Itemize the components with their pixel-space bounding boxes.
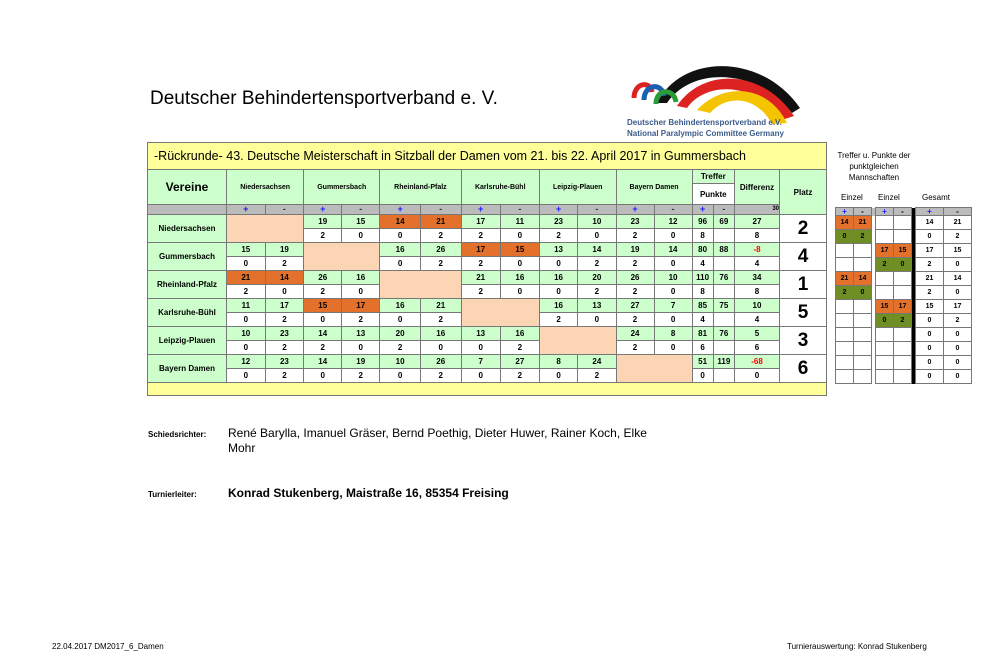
goals-for: 26 bbox=[616, 271, 654, 285]
platz: 3 bbox=[780, 327, 827, 355]
col-differenz: Differenz bbox=[735, 170, 780, 205]
points-for: 2 bbox=[304, 285, 342, 299]
tiebreak-total-for: 15 bbox=[916, 300, 944, 314]
points-against: 0 bbox=[654, 341, 692, 355]
punkte-blank bbox=[713, 285, 734, 299]
goals-against: 21 bbox=[420, 215, 461, 229]
minus-sign: - bbox=[265, 205, 304, 215]
points-for: 2 bbox=[304, 341, 342, 355]
tiebreak-e1-against: 21 bbox=[854, 216, 872, 230]
points-against: 0 bbox=[342, 285, 380, 299]
points-for: 0 bbox=[380, 313, 421, 327]
points-for: 0 bbox=[539, 369, 577, 383]
goals-for: 23 bbox=[539, 215, 577, 229]
goals-against: 13 bbox=[578, 299, 616, 313]
platz: 4 bbox=[780, 243, 827, 271]
differenz: -8 bbox=[735, 243, 780, 257]
points-for: 0 bbox=[380, 369, 421, 383]
tiebreak-e2-against bbox=[894, 286, 912, 300]
points-for: 2 bbox=[616, 229, 654, 243]
diagonal-cell bbox=[461, 299, 539, 327]
goals-for: 12 bbox=[227, 355, 266, 369]
minus-sign: - bbox=[654, 205, 692, 215]
tiebreak-total-against: 0 bbox=[944, 328, 972, 342]
goals-against: 17 bbox=[342, 299, 380, 313]
differenz: 5 bbox=[735, 327, 780, 341]
differenz-points: 6 bbox=[735, 341, 780, 355]
differenz: 34 bbox=[735, 271, 780, 285]
goals-for: 24 bbox=[616, 327, 654, 341]
tiebreak-e2-for: 17 bbox=[876, 244, 894, 258]
punkte-blank bbox=[713, 369, 734, 383]
points-for: 0 bbox=[227, 341, 266, 355]
points-against: 2 bbox=[578, 285, 616, 299]
goals-for: 13 bbox=[539, 243, 577, 257]
goals-for: 14 bbox=[304, 355, 342, 369]
points-against: 0 bbox=[342, 341, 380, 355]
col-team-3: Karlsruhe-Bühl bbox=[461, 170, 539, 205]
differenz-points: 8 bbox=[735, 285, 780, 299]
tiebreak-e1-against: 0 bbox=[854, 286, 872, 300]
points-against: 0 bbox=[654, 313, 692, 327]
goals-for: 11 bbox=[227, 299, 266, 313]
tiebreak-table bbox=[835, 207, 972, 384]
table-title: -Rückrunde- 43. Deutsche Meisterschaft in Sitzball der Damen vom 21. bis 22. April 2017 in Gummersbach bbox=[148, 143, 827, 170]
treffer-for: 96 bbox=[692, 215, 713, 229]
treffer-against: 76 bbox=[713, 327, 734, 341]
goals-against: 14 bbox=[265, 271, 304, 285]
tiebreak-total-against: 14 bbox=[944, 272, 972, 286]
points-against: 2 bbox=[578, 257, 616, 271]
side-einzel-2-label: Einzel bbox=[878, 193, 900, 202]
tiebreak-e2-for bbox=[876, 230, 894, 244]
goals-for: 19 bbox=[616, 243, 654, 257]
tiebreak-total-for: 0 bbox=[916, 342, 944, 356]
tiebreak-e2-for: 15 bbox=[876, 300, 894, 314]
goals-against: 23 bbox=[265, 355, 304, 369]
goals-for: 14 bbox=[380, 215, 421, 229]
col-platz: Platz bbox=[780, 170, 827, 215]
points-against: 0 bbox=[654, 285, 692, 299]
tiebreak-e2-for: 0 bbox=[876, 314, 894, 328]
schiedsrichter-names: René Barylla, Imanuel Gräser, Bernd Poethig, Dieter Huwer, Rainer Koch, Elke Mohr bbox=[228, 426, 647, 455]
treffer-for: 81 bbox=[692, 327, 713, 341]
minus-sign: - bbox=[894, 208, 912, 216]
goals-for: 26 bbox=[304, 271, 342, 285]
points-for: 2 bbox=[616, 285, 654, 299]
tiebreak-e1-against: 2 bbox=[854, 230, 872, 244]
goals-against: 15 bbox=[500, 243, 539, 257]
tiebreak-e1-for: 0 bbox=[836, 230, 854, 244]
tiebreak-total-against: 0 bbox=[944, 286, 972, 300]
goals-for: 17 bbox=[461, 243, 500, 257]
points-against: 0 bbox=[654, 257, 692, 271]
tiebreak-total-against: 0 bbox=[944, 356, 972, 370]
goals-against: 23 bbox=[265, 327, 304, 341]
points-for: 2 bbox=[227, 285, 266, 299]
goals-for: 15 bbox=[227, 243, 266, 257]
points-for: 2 bbox=[539, 229, 577, 243]
points-for: 2 bbox=[461, 229, 500, 243]
goals-against: 16 bbox=[500, 271, 539, 285]
punkte-total: 6 bbox=[692, 341, 713, 355]
points-for: 2 bbox=[616, 257, 654, 271]
goals-for: 16 bbox=[380, 243, 421, 257]
plus-sign: + bbox=[692, 205, 713, 215]
tiebreak-e2-for bbox=[876, 272, 894, 286]
tiebreak-total-for: 0 bbox=[916, 230, 944, 244]
tiebreak-total-for: 0 bbox=[916, 370, 944, 384]
goals-against: 8 bbox=[654, 327, 692, 341]
points-against: 0 bbox=[578, 313, 616, 327]
goals-against: 27 bbox=[500, 355, 539, 369]
tiebreak-e1-against bbox=[854, 328, 872, 342]
points-against: 2 bbox=[420, 257, 461, 271]
tiebreak-e1-for bbox=[836, 342, 854, 356]
differenz: -68 bbox=[735, 355, 780, 369]
goals-for: 21 bbox=[461, 271, 500, 285]
tiebreak-total-for: 21 bbox=[916, 272, 944, 286]
minus-sign: - bbox=[713, 205, 734, 215]
points-for: 2 bbox=[616, 341, 654, 355]
goals-against: 13 bbox=[342, 327, 380, 341]
points-for: 0 bbox=[461, 341, 500, 355]
tiebreak-e1-against bbox=[854, 342, 872, 356]
differenz-points: 4 bbox=[735, 257, 780, 271]
punkte-blank bbox=[713, 229, 734, 243]
tiebreak-e1-for bbox=[836, 370, 854, 384]
punkte-total: 4 bbox=[692, 313, 713, 327]
tiebreak-total-against: 2 bbox=[944, 314, 972, 328]
plus-sign: + bbox=[876, 208, 894, 216]
tiebreak-e1-against: 14 bbox=[854, 272, 872, 286]
points-against: 2 bbox=[500, 369, 539, 383]
goals-against: 20 bbox=[578, 271, 616, 285]
pm-blank bbox=[148, 205, 227, 215]
treffer-against: 69 bbox=[713, 215, 734, 229]
tiebreak-e2-for bbox=[876, 342, 894, 356]
tiebreak-e1-for bbox=[836, 258, 854, 272]
platz: 2 bbox=[780, 215, 827, 243]
diagonal-cell bbox=[227, 215, 304, 243]
tiebreak-total-against: 21 bbox=[944, 216, 972, 230]
team-name: Rheinland-Pfalz bbox=[148, 271, 227, 299]
col-team-0: Niedersachsen bbox=[227, 170, 304, 205]
differenz: 27 bbox=[735, 215, 780, 229]
points-for: 0 bbox=[227, 369, 266, 383]
goals-against: 16 bbox=[420, 327, 461, 341]
differenz-points: 4 bbox=[735, 313, 780, 327]
tiebreak-e1-against bbox=[854, 314, 872, 328]
tiebreak-e2-against: 17 bbox=[894, 300, 912, 314]
punkte-blank bbox=[713, 313, 734, 327]
team-name: Niedersachsen bbox=[148, 215, 227, 243]
col-vereine: Vereine bbox=[148, 170, 227, 205]
goals-for: 10 bbox=[380, 355, 421, 369]
differenz: 10 bbox=[735, 299, 780, 313]
tiebreak-e1-against bbox=[854, 258, 872, 272]
punkte-total: 4 bbox=[692, 257, 713, 271]
points-against: 0 bbox=[500, 285, 539, 299]
goals-for: 23 bbox=[616, 215, 654, 229]
team-name: Karlsruhe-Bühl bbox=[148, 299, 227, 327]
org-title: Deutscher Behindertensportverband e. V. bbox=[150, 88, 498, 109]
platz: 1 bbox=[780, 271, 827, 299]
points-against: 2 bbox=[265, 257, 304, 271]
treffer-against: 88 bbox=[713, 243, 734, 257]
tiebreak-e1-for: 21 bbox=[836, 272, 854, 286]
logo-text-line1: Deutscher Behindertensportverband e.V. bbox=[627, 118, 782, 127]
points-against: 0 bbox=[500, 229, 539, 243]
goals-for: 8 bbox=[539, 355, 577, 369]
points-for: 0 bbox=[539, 257, 577, 271]
goals-against: 21 bbox=[420, 299, 461, 313]
tiebreak-e1-for bbox=[836, 314, 854, 328]
goals-against: 10 bbox=[578, 215, 616, 229]
turnierleiter-label: Turnierleiter: bbox=[148, 490, 197, 499]
goals-against: 24 bbox=[578, 355, 616, 369]
points-for: 0 bbox=[227, 257, 266, 271]
goals-for: 20 bbox=[380, 327, 421, 341]
footer-right: Turnierauswertung: Konrad Stukenberg bbox=[787, 642, 927, 651]
goals-for: 19 bbox=[304, 215, 342, 229]
tiebreak-e2-for bbox=[876, 328, 894, 342]
plus-sign: + bbox=[227, 205, 266, 215]
tiebreak-e1-for bbox=[836, 328, 854, 342]
col-team-5: Bayern Damen bbox=[616, 170, 692, 205]
points-for: 2 bbox=[380, 341, 421, 355]
tiebreak-e2-for bbox=[876, 216, 894, 230]
points-against: 2 bbox=[420, 369, 461, 383]
goals-against: 26 bbox=[420, 355, 461, 369]
points-against: 2 bbox=[265, 313, 304, 327]
team-name: Bayern Damen bbox=[148, 355, 227, 383]
plus-sign: + bbox=[916, 208, 944, 216]
minus-sign: - bbox=[420, 205, 461, 215]
col-team-2: Rheinland-Pfalz bbox=[380, 170, 461, 205]
treffer-against: 119 bbox=[713, 355, 734, 369]
points-against: 2 bbox=[342, 369, 380, 383]
tiebreak-e1-against bbox=[854, 244, 872, 258]
treffer-for: 80 bbox=[692, 243, 713, 257]
minus-sign: - bbox=[342, 205, 380, 215]
points-against: 0 bbox=[654, 229, 692, 243]
tiebreak-e2-against: 0 bbox=[894, 258, 912, 272]
goals-against: 19 bbox=[265, 243, 304, 257]
goals-for: 15 bbox=[304, 299, 342, 313]
side-table-title: Treffer u. Punkte der punktgleichen Mannschaften bbox=[837, 151, 911, 182]
goals-for: 16 bbox=[539, 299, 577, 313]
col-punkte: Punkte bbox=[692, 184, 734, 205]
tiebreak-e2-against bbox=[894, 230, 912, 244]
diagonal-cell bbox=[539, 327, 616, 355]
team-name: Leipzig-Plauen bbox=[148, 327, 227, 355]
tiebreak-e1-for bbox=[836, 356, 854, 370]
plus-sign: + bbox=[304, 205, 342, 215]
logo-text-line2: National Paralympic Committee Germany bbox=[627, 129, 784, 138]
goals-for: 10 bbox=[227, 327, 266, 341]
plus-sign: + bbox=[461, 205, 500, 215]
tiebreak-e2-against: 15 bbox=[894, 244, 912, 258]
side-einzel-1-label: Einzel bbox=[841, 193, 863, 202]
tiebreak-e2-against bbox=[894, 356, 912, 370]
goals-against: 16 bbox=[342, 271, 380, 285]
differenz-points: 8 bbox=[735, 229, 780, 243]
points-for: 2 bbox=[539, 313, 577, 327]
tiebreak-total-for: 0 bbox=[916, 356, 944, 370]
punkte-blank bbox=[713, 257, 734, 271]
treffer-for: 85 bbox=[692, 299, 713, 313]
goals-against: 11 bbox=[500, 215, 539, 229]
team-name: Gummersbach bbox=[148, 243, 227, 271]
tiebreak-e1-for bbox=[836, 244, 854, 258]
diagonal-cell bbox=[616, 355, 692, 383]
tiebreak-e2-for bbox=[876, 286, 894, 300]
goals-against: 14 bbox=[654, 243, 692, 257]
goals-for: 13 bbox=[461, 327, 500, 341]
plus-sign: + bbox=[616, 205, 654, 215]
schiedsrichter-label: Schiedsrichter: bbox=[148, 430, 207, 439]
points-for: 2 bbox=[304, 229, 342, 243]
minus-sign: - bbox=[578, 205, 616, 215]
goals-for: 27 bbox=[616, 299, 654, 313]
treffer-for: 110 bbox=[692, 271, 713, 285]
tiebreak-e2-against bbox=[894, 272, 912, 286]
col-team-1: Gummersbach bbox=[304, 170, 380, 205]
points-for: 0 bbox=[539, 285, 577, 299]
tiebreak-total-against: 17 bbox=[944, 300, 972, 314]
points-against: 2 bbox=[265, 369, 304, 383]
diagonal-cell bbox=[380, 271, 461, 299]
col-team-4: Leipzig-Plauen bbox=[539, 170, 616, 205]
goals-against: 17 bbox=[265, 299, 304, 313]
footer-left: 22.04.2017 DM2017_6_Damen bbox=[52, 642, 164, 651]
tiebreak-total-against: 15 bbox=[944, 244, 972, 258]
points-for: 0 bbox=[461, 369, 500, 383]
goals-against: 7 bbox=[654, 299, 692, 313]
points-for: 0 bbox=[304, 369, 342, 383]
minus-sign: - bbox=[944, 208, 972, 216]
goals-for: 14 bbox=[304, 327, 342, 341]
tiebreak-e2-for: 2 bbox=[876, 258, 894, 272]
plus-sign: + bbox=[539, 205, 577, 215]
tiebreak-e2-against: 2 bbox=[894, 314, 912, 328]
tiebreak-e1-against bbox=[854, 370, 872, 384]
points-against: 0 bbox=[265, 285, 304, 299]
goals-against: 10 bbox=[654, 271, 692, 285]
tiebreak-total-against: 0 bbox=[944, 258, 972, 272]
results-table bbox=[147, 142, 827, 396]
table-footer-band bbox=[148, 383, 827, 396]
tiebreak-e2-for bbox=[876, 356, 894, 370]
tiebreak-total-for: 0 bbox=[916, 328, 944, 342]
goals-for: 7 bbox=[461, 355, 500, 369]
treffer-for: 51 bbox=[692, 355, 713, 369]
points-for: 2 bbox=[461, 285, 500, 299]
goals-for: 16 bbox=[380, 299, 421, 313]
points-for: 0 bbox=[380, 229, 421, 243]
tiebreak-total-for: 2 bbox=[916, 258, 944, 272]
platz: 6 bbox=[780, 355, 827, 383]
goals-against: 16 bbox=[500, 327, 539, 341]
diagonal-cell bbox=[304, 243, 380, 271]
diff-header-value: 30 bbox=[735, 205, 780, 215]
punkte-total: 8 bbox=[692, 285, 713, 299]
points-against: 2 bbox=[578, 369, 616, 383]
tiebreak-e2-for bbox=[876, 370, 894, 384]
side-gesamt-label: Gesamt bbox=[922, 193, 951, 202]
tiebreak-total-for: 14 bbox=[916, 216, 944, 230]
points-against: 0 bbox=[342, 229, 380, 243]
minus-sign: - bbox=[500, 205, 539, 215]
points-against: 2 bbox=[265, 341, 304, 355]
goals-for: 21 bbox=[227, 271, 266, 285]
tiebreak-total-for: 17 bbox=[916, 244, 944, 258]
goals-against: 26 bbox=[420, 243, 461, 257]
tiebreak-e1-against bbox=[854, 300, 872, 314]
points-against: 2 bbox=[420, 229, 461, 243]
turnierleiter-name: Konrad Stukenberg, Maistraße 16, 85354 Freising bbox=[228, 486, 509, 500]
tiebreak-e1-for: 14 bbox=[836, 216, 854, 230]
points-against: 0 bbox=[420, 341, 461, 355]
punkte-total: 8 bbox=[692, 229, 713, 243]
tiebreak-e2-against bbox=[894, 328, 912, 342]
tiebreak-e1-for: 2 bbox=[836, 286, 854, 300]
tiebreak-total-against: 0 bbox=[944, 370, 972, 384]
points-for: 2 bbox=[616, 313, 654, 327]
plus-sign: + bbox=[836, 208, 854, 216]
goals-against: 19 bbox=[342, 355, 380, 369]
points-for: 0 bbox=[227, 313, 266, 327]
punkte-total: 0 bbox=[692, 369, 713, 383]
tiebreak-e1-for bbox=[836, 300, 854, 314]
tiebreak-e2-against bbox=[894, 342, 912, 356]
points-against: 2 bbox=[500, 341, 539, 355]
goals-against: 14 bbox=[578, 243, 616, 257]
minus-sign: - bbox=[854, 208, 872, 216]
tiebreak-e2-against bbox=[894, 370, 912, 384]
goals-against: 12 bbox=[654, 215, 692, 229]
goals-for: 17 bbox=[461, 215, 500, 229]
plus-sign: + bbox=[380, 205, 421, 215]
platz: 5 bbox=[780, 299, 827, 327]
goals-against: 15 bbox=[342, 215, 380, 229]
tiebreak-e1-against bbox=[854, 356, 872, 370]
col-treffer: Treffer bbox=[692, 170, 734, 184]
tiebreak-total-for: 0 bbox=[916, 314, 944, 328]
points-against: 0 bbox=[578, 229, 616, 243]
differenz-points: 0 bbox=[735, 369, 780, 383]
treffer-against: 75 bbox=[713, 299, 734, 313]
tiebreak-total-against: 2 bbox=[944, 230, 972, 244]
punkte-blank bbox=[713, 341, 734, 355]
points-against: 2 bbox=[420, 313, 461, 327]
tiebreak-e2-against bbox=[894, 216, 912, 230]
points-for: 0 bbox=[380, 257, 421, 271]
points-against: 2 bbox=[342, 313, 380, 327]
tiebreak-total-for: 2 bbox=[916, 286, 944, 300]
tiebreak-total-against: 0 bbox=[944, 342, 972, 356]
points-against: 0 bbox=[500, 257, 539, 271]
goals-for: 16 bbox=[539, 271, 577, 285]
points-for: 2 bbox=[461, 257, 500, 271]
treffer-against: 76 bbox=[713, 271, 734, 285]
points-for: 0 bbox=[304, 313, 342, 327]
